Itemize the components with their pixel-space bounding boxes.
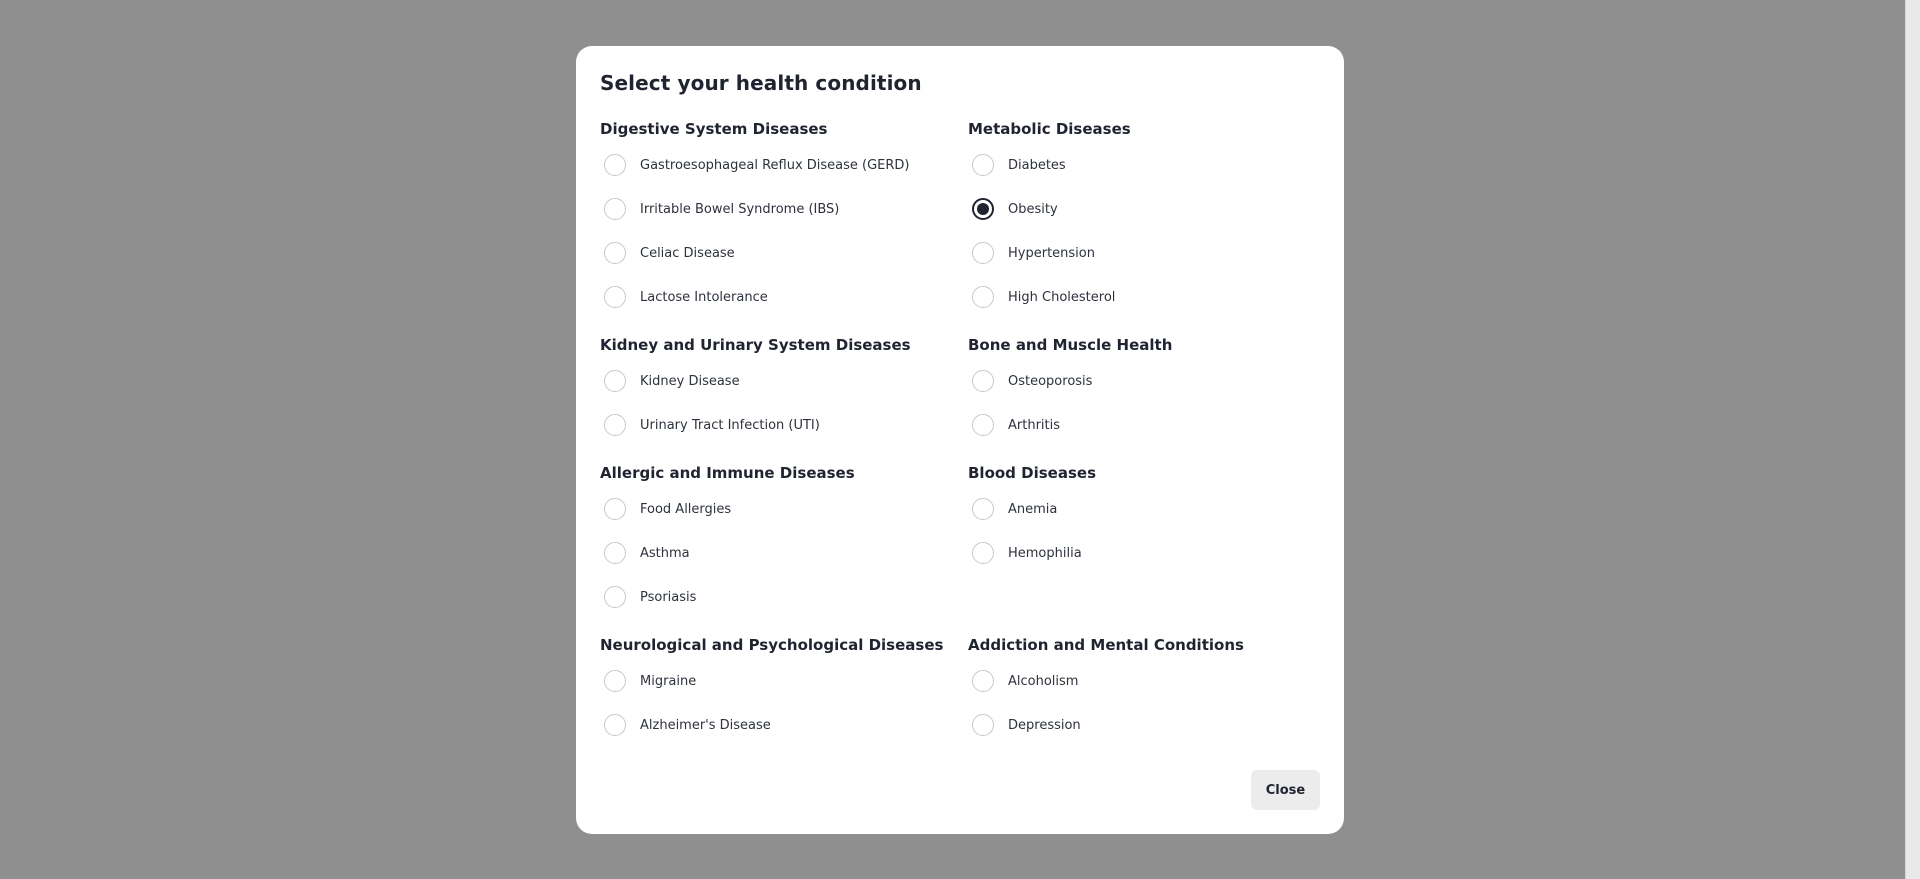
option-alzheimers-disease[interactable]: [600, 703, 960, 747]
option-list: [968, 359, 1328, 447]
option-depression[interactable]: [968, 703, 1328, 747]
option-label: Obesity: [1008, 201, 1058, 217]
option-list: [600, 359, 960, 447]
option-list: [600, 659, 960, 747]
page-scrollbar[interactable]: [1905, 0, 1920, 879]
option-list: [968, 659, 1328, 747]
radio-button[interactable]: [972, 542, 994, 564]
option-label: Alzheimer's Disease: [640, 717, 771, 733]
group-kidney-urinary-diseases: [600, 334, 960, 447]
option-label: Depression: [1008, 717, 1081, 733]
option-label: Osteoporosis: [1008, 373, 1093, 389]
option-kidney-disease[interactable]: [600, 359, 960, 403]
option-label: Arthritis: [1008, 417, 1061, 433]
option-obesity[interactable]: [968, 187, 1328, 231]
option-label: Diabetes: [1008, 157, 1066, 173]
option-label: Kidney Disease: [640, 373, 740, 389]
option-label: Irritable Bowel Syndrome (IBS): [640, 201, 840, 217]
radio-button-selected[interactable]: [972, 198, 994, 220]
option-list: [600, 143, 960, 319]
group-title: Allergic and Immune Diseases: [600, 464, 855, 482]
radio-button[interactable]: [604, 670, 626, 692]
option-osteoporosis[interactable]: [968, 359, 1328, 403]
option-lactose-intolerance[interactable]: [600, 275, 960, 319]
dialog-title: Select your health condition: [600, 71, 922, 95]
radio-button[interactable]: [604, 542, 626, 564]
option-label: Anemia: [1008, 501, 1058, 517]
option-ibs[interactable]: [600, 187, 960, 231]
radio-button[interactable]: [604, 498, 626, 520]
group-allergic-immune-diseases: [600, 462, 960, 619]
option-label: Urinary Tract Infection (UTI): [640, 417, 820, 433]
radio-button[interactable]: [604, 586, 626, 608]
close-button[interactable]: Close: [1251, 770, 1320, 810]
group-title: Digestive System Diseases: [600, 120, 828, 138]
option-list: [600, 487, 960, 619]
option-label: Alcoholism: [1008, 673, 1079, 689]
radio-button[interactable]: [972, 286, 994, 308]
radio-button[interactable]: [972, 498, 994, 520]
option-asthma[interactable]: [600, 531, 960, 575]
group-title: Kidney and Urinary System Diseases: [600, 336, 911, 354]
group-title: Bone and Muscle Health: [968, 336, 1173, 354]
option-label: Food Allergies: [640, 501, 732, 517]
option-anemia[interactable]: [968, 487, 1328, 531]
group-title: Addiction and Mental Conditions: [968, 636, 1244, 654]
option-food-allergies[interactable]: [600, 487, 960, 531]
option-diabetes[interactable]: [968, 143, 1328, 187]
group-bone-muscle-health: [968, 334, 1328, 447]
option-label: Psoriasis: [640, 589, 697, 605]
option-arthritis[interactable]: [968, 403, 1328, 447]
group-title: Neurological and Psychological Diseases: [600, 636, 944, 654]
option-label: Migraine: [640, 673, 697, 689]
radio-button[interactable]: [972, 670, 994, 692]
option-high-cholesterol[interactable]: [968, 275, 1328, 319]
option-label: Lactose Intolerance: [640, 289, 768, 305]
option-celiac-disease[interactable]: [600, 231, 960, 275]
radio-button[interactable]: [972, 242, 994, 264]
radio-button[interactable]: [604, 370, 626, 392]
option-uti[interactable]: [600, 403, 960, 447]
option-label: Hemophilia: [1008, 545, 1082, 561]
option-alcoholism[interactable]: [968, 659, 1328, 703]
option-label: Hypertension: [1008, 245, 1095, 261]
radio-button[interactable]: [604, 242, 626, 264]
group-metabolic-diseases: [968, 118, 1328, 319]
option-psoriasis[interactable]: [600, 575, 960, 619]
radio-button[interactable]: [972, 714, 994, 736]
option-gerd[interactable]: [600, 143, 960, 187]
group-title: Metabolic Diseases: [968, 120, 1131, 138]
option-list: [968, 143, 1328, 319]
health-condition-dialog: [576, 46, 1344, 834]
option-hemophilia[interactable]: [968, 531, 1328, 575]
radio-button[interactable]: [604, 198, 626, 220]
radio-button[interactable]: [604, 154, 626, 176]
group-neurological-psychological-diseases: [600, 634, 960, 747]
option-migraine[interactable]: [600, 659, 960, 703]
option-hypertension[interactable]: [968, 231, 1328, 275]
radio-button[interactable]: [972, 370, 994, 392]
option-label: High Cholesterol: [1008, 289, 1116, 305]
option-label: Asthma: [640, 545, 690, 561]
option-list: [968, 487, 1328, 575]
group-title: Blood Diseases: [968, 464, 1096, 482]
radio-button[interactable]: [604, 714, 626, 736]
radio-button[interactable]: [972, 414, 994, 436]
group-addiction-mental-conditions: [968, 634, 1328, 747]
radio-button[interactable]: [972, 154, 994, 176]
radio-button[interactable]: [604, 414, 626, 436]
radio-button[interactable]: [604, 286, 626, 308]
option-label: Gastroesophageal Reflux Disease (GERD): [640, 157, 910, 173]
option-label: Celiac Disease: [640, 245, 735, 261]
group-digestive-system-diseases: [600, 118, 960, 319]
group-blood-diseases: [968, 462, 1328, 575]
